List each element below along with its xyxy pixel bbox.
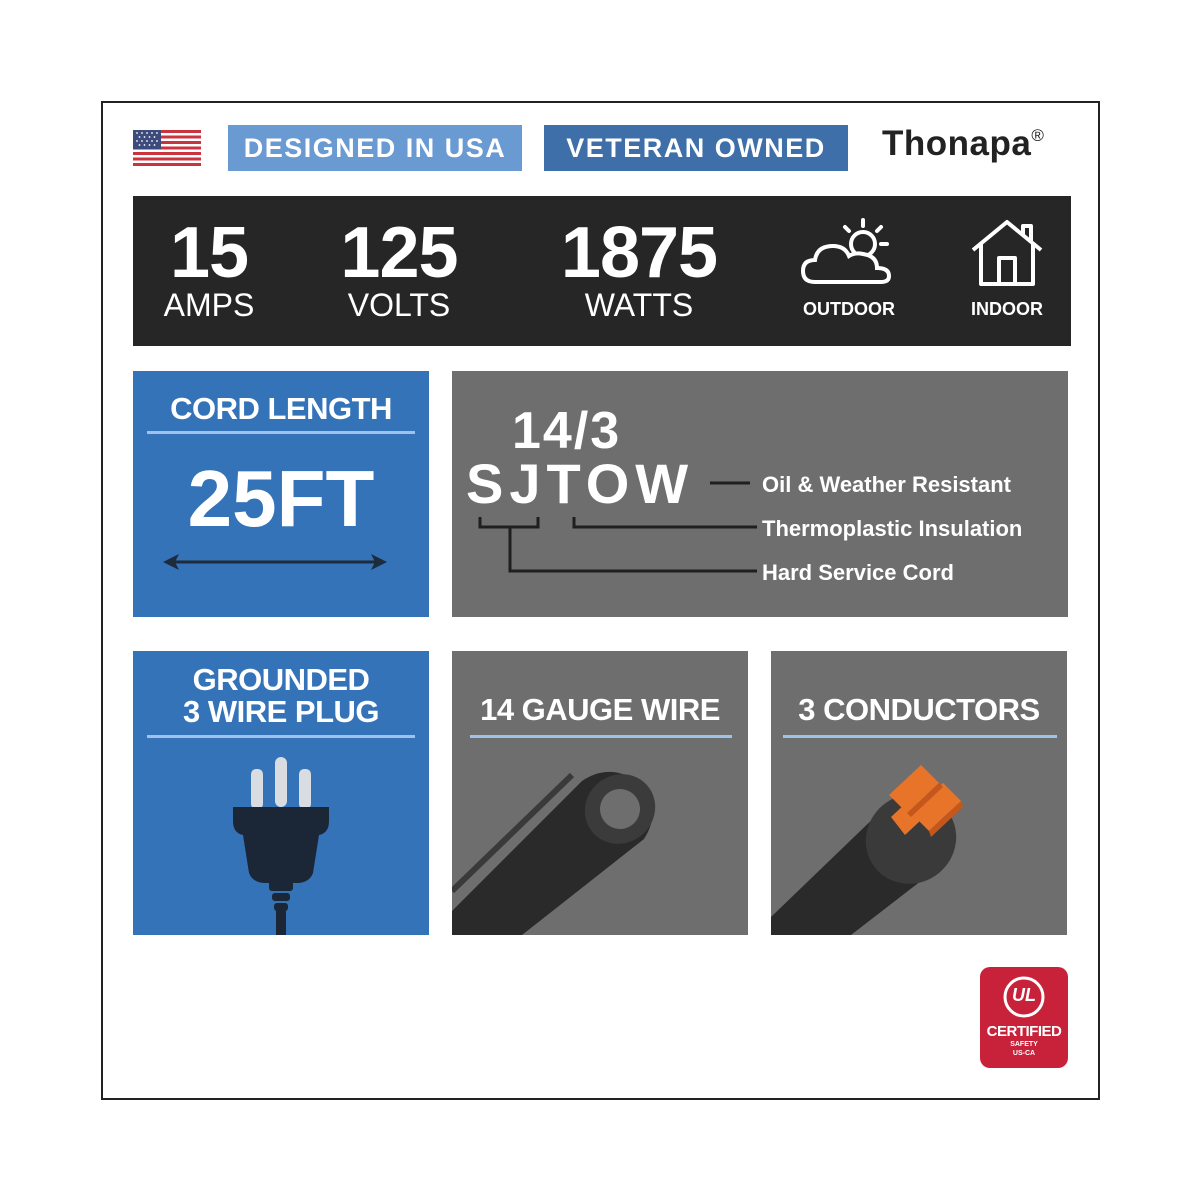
ul-logo-letters: UL [1012,985,1036,1005]
spec-value: 125 [340,213,458,293]
spec-watts [541,213,737,323]
ul-certified-badge [980,967,1068,1068]
wire-gauge-code: 14/3 [512,402,622,460]
callout-thermoplastic: Thermoplastic Insulation [762,516,1023,541]
wire-tube-icon [452,751,748,935]
cord-length-divider [147,431,415,434]
usage-outdoor [797,216,901,320]
registered-mark: ® [1031,126,1045,145]
jacket-type-code: SJTOW [466,452,695,515]
spec-unit: WATTS [584,287,694,323]
gauge-wire-title: 14 GAUGE WIRE [480,692,720,727]
grounded-plug-panel [133,651,429,935]
ul-region-label: US-CA [1012,1050,1036,1057]
usage-indoor [965,216,1049,320]
cord-length-panel [133,371,429,617]
cord-length-value: 25FT [187,454,375,543]
conductors-divider [783,735,1057,738]
brand-name: Thonapa [882,124,1032,163]
cloud-sun-icon [801,216,897,288]
callout-oil-weather: Oil & Weather Resistant [762,472,1011,497]
veteran-owned-badge: VETERAN OWNED [544,125,848,171]
designed-in-usa-badge: DESIGNED IN USA [228,125,522,171]
house-icon [969,216,1045,288]
ul-safety-label: SAFETY [1010,1041,1038,1048]
usa-flag-icon [133,130,201,166]
spec-volts [329,213,469,323]
spec-unit: AMPS [163,287,255,323]
brand-logo [882,124,1044,164]
conductors-panel [771,651,1067,935]
cord-length-title: CORD LENGTH [170,391,392,426]
double-arrow-icon [163,551,387,573]
indoor-label: INDOOR [971,299,1043,319]
conductors-title: 3 CONDUCTORS [798,692,1040,727]
gauge-wire-divider [470,735,732,738]
jacket-code-panel [452,371,1068,617]
spec-value: 1875 [560,213,718,293]
ul-certified-label: CERTIFIED [986,1023,1062,1040]
cable-conductors-icon [771,747,1067,935]
plug-title-divider [147,735,415,738]
plug-title-line2: 3 WIRE PLUG [182,694,379,729]
spec-bar [133,196,1071,346]
gauge-wire-panel [452,651,748,935]
three-prong-plug-icon [229,755,333,935]
spec-amps [155,213,263,323]
plug-title-line1: GROUNDED [192,662,370,697]
outdoor-label: OUTDOOR [803,299,895,319]
callout-hard-service: Hard Service Cord [762,560,954,585]
spec-unit: VOLTS [347,287,451,323]
spec-value: 15 [169,213,249,293]
